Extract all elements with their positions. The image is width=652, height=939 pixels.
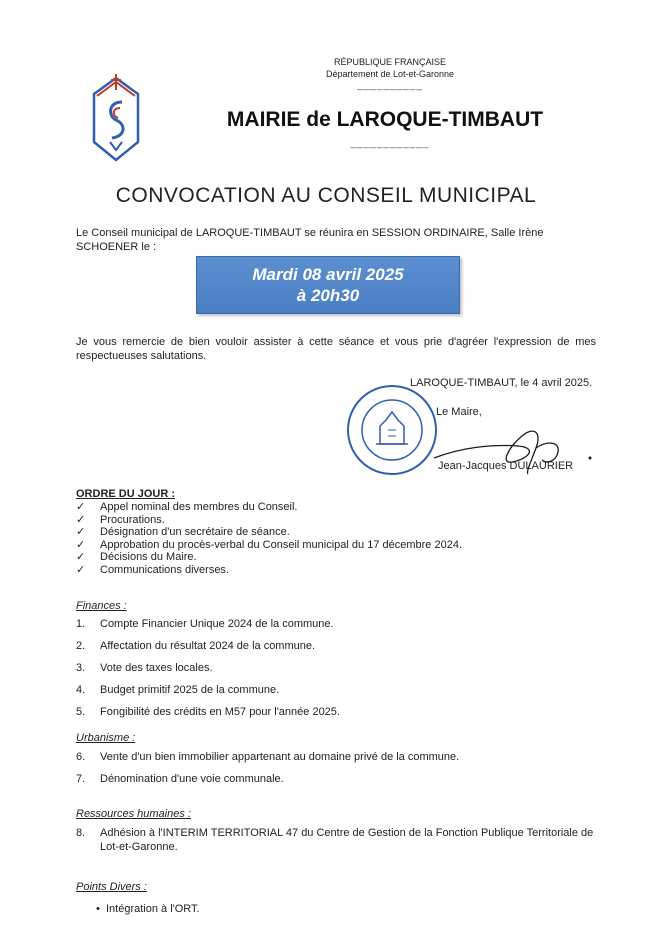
check-icon: ✓ — [76, 551, 86, 563]
points-divers-heading: Points Divers : — [76, 881, 147, 893]
list-item: 8. Adhésion à l'INTERIM TERRITORIAL 47 du Centre de Gestion de la Fonction Publique Territoriale de Lot-et-Garonne. — [76, 827, 594, 853]
urbanisme-list — [76, 750, 596, 794]
list-item: ✓ Appel nominal des membres du Conseil. — [76, 501, 298, 513]
points-divers-list — [76, 903, 596, 916]
check-icon: ✓ — [76, 563, 86, 576]
finances-heading: Finances : — [76, 600, 127, 612]
separator-top: __________ — [357, 80, 423, 91]
mayor-role: Le Maire, — [436, 406, 482, 418]
check-icon: ✓ — [76, 538, 86, 551]
list-item: ✓ Communications diverses. — [76, 563, 229, 576]
ressources-list — [76, 826, 600, 862]
municipal-logo — [86, 72, 146, 168]
list-item: ✓ Décisions du Maire. — [76, 551, 197, 563]
check-icon: ✓ — [76, 501, 86, 513]
list-item: 6. Vente d'un bien immobilier appartenant au domaine privé de la commune. — [76, 751, 460, 763]
ordre-du-jour-list — [76, 501, 596, 576]
check-icon: ✓ — [76, 513, 86, 526]
list-item: ✓ Procurations. — [76, 513, 165, 526]
list-item: 4. Budget primitif 2025 de la commune. — [76, 684, 280, 696]
list-item: 1. Compte Financier Unique 2024 de la commune. — [76, 618, 334, 630]
list-item: 7. Dénomination d'une voie communale. — [76, 773, 284, 785]
intro-text: Le Conseil municipal de LAROQUE-TIMBAUT se réunira en SESSION ORDINAIRE, Salle Irène SCHOENER le : — [76, 227, 544, 253]
ressources-heading: Ressources humaines : — [76, 808, 191, 820]
mairie-name: MAIRIE de LAROQUE-TIMBAUT — [226, 108, 544, 131]
list-item: 3. Vote des taxes locales. — [76, 662, 213, 674]
list-item: ✓ Approbation du procès-verbal du Conseil municipal du 17 décembre 2024. — [76, 538, 463, 551]
page-title: CONVOCATION AU CONSEIL MUNICIPAL — [115, 184, 537, 207]
mayor-name: Jean-Jacques DULAURIER — [438, 460, 574, 472]
meeting-time: à 20h30 — [296, 286, 360, 305]
finances-list — [76, 617, 596, 727]
list-item: 5. Fongibilité des crédits en M57 pour l'année 2025. — [76, 706, 340, 718]
departement-label: Département de Lot-et-Garonne — [325, 69, 455, 79]
list-item: ✓ Désignation d'un secrétaire de séance. — [76, 526, 290, 538]
urbanisme-heading: Urbanisme : — [76, 732, 136, 744]
meeting-date: Mardi 08 avril 2025 — [252, 265, 404, 284]
place-date: LAROQUE-TIMBAUT, le 4 avril 2025. — [410, 377, 593, 389]
meeting-date-box — [196, 256, 460, 314]
mairie-stamp — [344, 382, 440, 478]
republique-label: RÉPUBLIQUE FRANÇAISE — [333, 57, 447, 67]
ordre-du-jour-heading: ORDRE DU JOUR : — [76, 488, 176, 500]
closing-text: Je vous remercie de bien vouloir assister à cette séance et vous prie d'agréer l'expression de mes respectueuses salutations. — [76, 336, 596, 362]
separator-bottom: ____________ — [350, 138, 430, 149]
check-icon: ✓ — [76, 526, 86, 538]
bullet-icon: • — [96, 903, 100, 915]
list-item: 2. Affectation du résultat 2024 de la commune. — [76, 640, 316, 652]
list-item: • Intégration à l'ORT. — [96, 903, 200, 915]
